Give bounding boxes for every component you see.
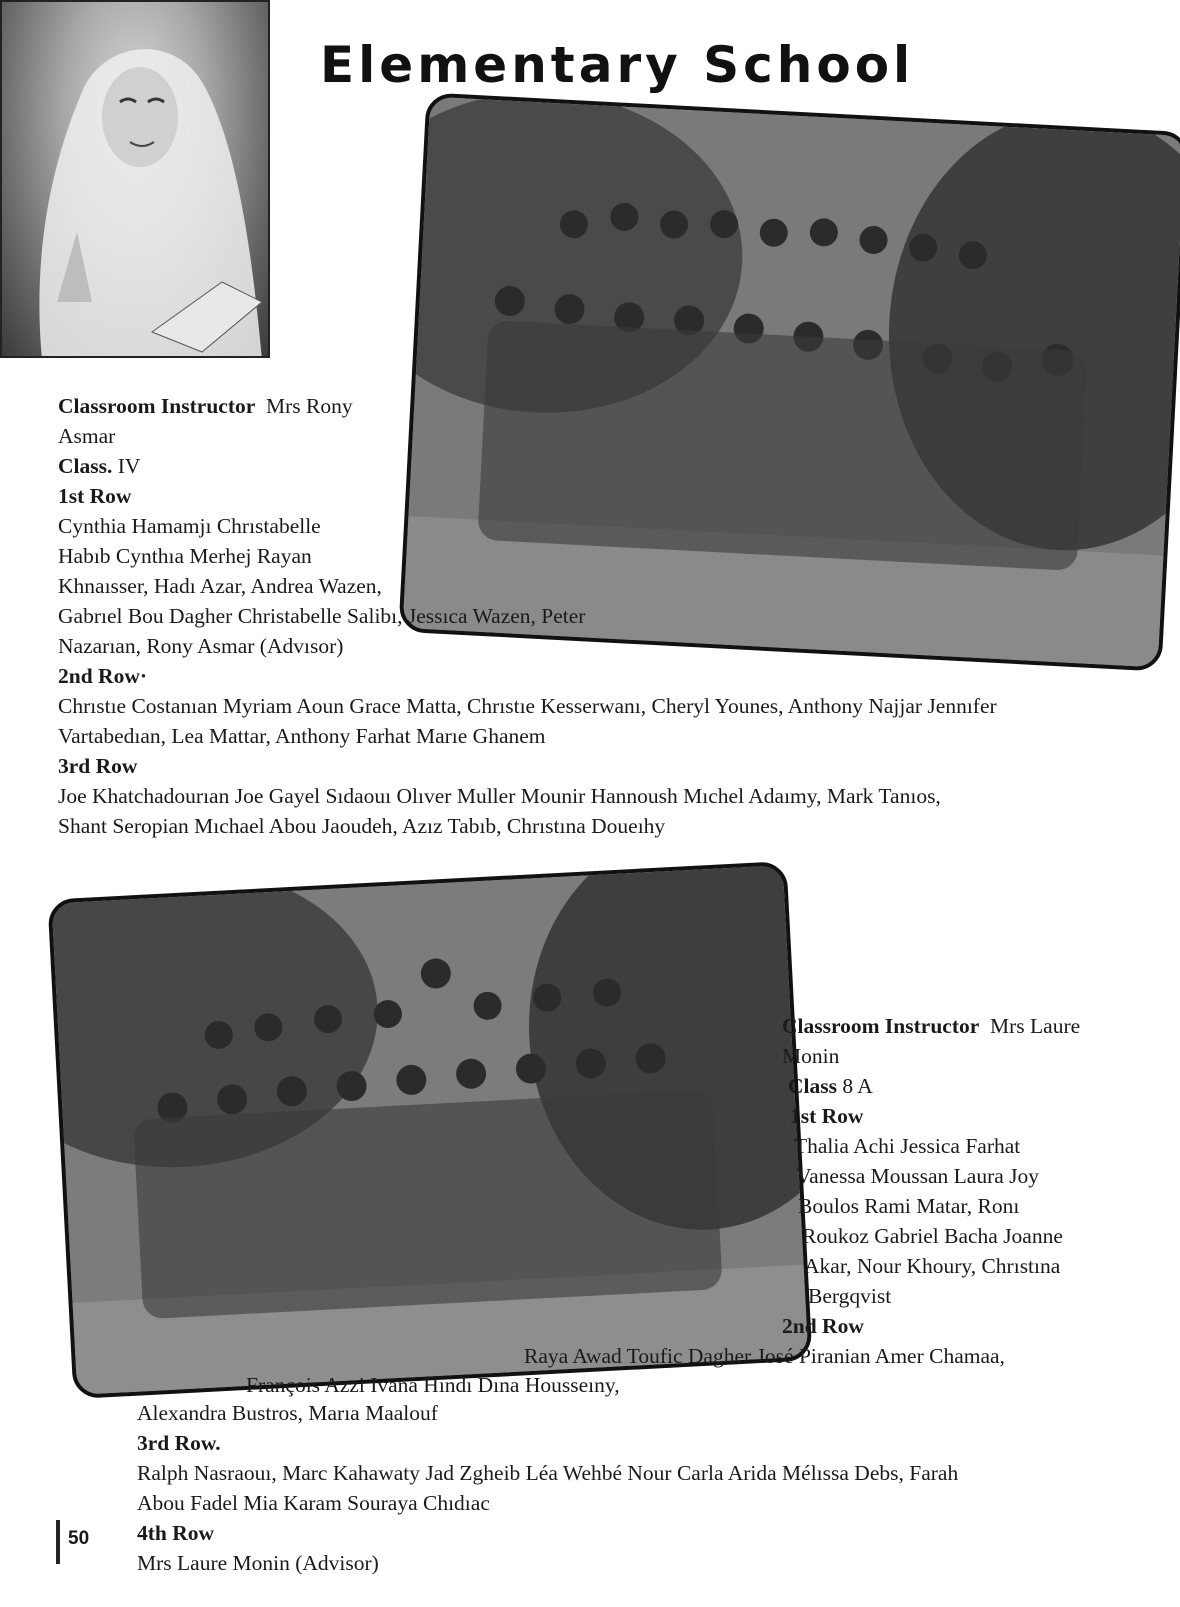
row2-label: 2nd Row: [782, 1314, 864, 1338]
row1-line: Nazarıan, Rony Asmar (Advısor): [58, 634, 344, 658]
row1-line: Gabrıel Bou Dagher Christabelle Salibı, Jessıca Wazen, Peter: [58, 604, 586, 628]
row1-line: Bergqvist: [808, 1284, 892, 1308]
row4-line: Mrs Laure Monin (Advisor): [137, 1551, 379, 1575]
portrait-illustration: [2, 2, 270, 358]
row1-line: Vanessa Moussan Laura Joy: [796, 1164, 1040, 1188]
row4-label: 4th Row: [137, 1521, 215, 1545]
portrait-image: [0, 0, 270, 358]
row1-line: Khnaısser, Hadı Azar, Andrea Wazen,: [58, 574, 382, 598]
class-label: Class.: [58, 454, 113, 478]
class-value: 8 A: [842, 1074, 873, 1098]
row3-line: Abou Fadel Mia Karam Souraya Chıdıac: [137, 1491, 490, 1515]
row1-line: Thalia Achi Jessica Farhat: [794, 1134, 1021, 1158]
instructor-label: Classroom Instructor: [58, 394, 256, 418]
row3-line: Shant Seropian Mıchael Abou Jaoudeh, Azız Tabıb, Chrıstına Doueıhy: [58, 814, 666, 838]
instructor-name: Mrs Rony: [266, 394, 353, 418]
page-title: Elementary School: [320, 36, 915, 94]
row2-label: 2nd Row·: [58, 664, 148, 688]
row1-line: Boulos Rami Matar, Ronı: [798, 1194, 1020, 1218]
instructor-label: Classroom Instructor: [782, 1014, 980, 1038]
row1-line: Cynthia Hamamjı Chrıstabelle: [58, 514, 321, 538]
row3-line: Ralph Nasraouı, Marc Kahawaty Jad Zgheib Léa Wehbé Nour Carla Arida Mélıssa Debs, Farah: [137, 1461, 959, 1485]
row1-line: Akar, Nour Khoury, Chrıstına: [804, 1254, 1061, 1278]
row1-line: Habıb Cynthıa Merhej Rayan: [58, 544, 312, 568]
row3-label: 3rd Row: [58, 754, 138, 778]
row2-line: Raya Awad Toufic Dagher José Piranian Amer Chamaa,: [524, 1344, 1005, 1368]
instructor-name-cont: Asmar: [58, 424, 116, 448]
row1-line: Roukoz Gabriel Bacha Joanne: [802, 1224, 1063, 1248]
row3-line: Joe Khatchadourıan Joe Gayel Sıdaouı Olıver Muller Mounir Hannoush Mıchel Adaımy, Mark Tanıos,: [58, 784, 941, 808]
class-value: IV: [117, 454, 141, 478]
class-8a-group-photo: [47, 861, 812, 1399]
row1-label: 1st Row: [58, 484, 132, 508]
class-iv-caption: [58, 391, 997, 841]
page-number: 50: [68, 1528, 90, 1549]
page-number-bar: [56, 1520, 60, 1564]
row2-line: Vartabedıan, Lea Mattar, Anthony Farhat Marıe Ghanem: [58, 724, 546, 748]
row2-line: Chrıstıe Costanıan Myriam Aoun Grace Matta, Chrıstıe Kesserwanı, Cheryl Younes, Anthony Najjar Jennıfer: [58, 694, 997, 718]
class-8a-photo-scene: [52, 865, 809, 1395]
row3-label: 3rd Row.: [137, 1431, 221, 1455]
class-8a-caption: [782, 1011, 1080, 1341]
row1-label: 1st Row: [790, 1104, 864, 1128]
instructor-name-cont: Monin: [782, 1044, 840, 1068]
instructor-name: Mrs Laure: [990, 1014, 1081, 1038]
class-label: Class: [788, 1074, 837, 1098]
class-8a-caption-lower: [137, 1398, 958, 1578]
row2-line: François Azzi Ivana Hındı Dına Housseıny,: [246, 1373, 620, 1397]
row2-line: Alexandra Bustros, Marıa Maalouf: [137, 1401, 438, 1425]
